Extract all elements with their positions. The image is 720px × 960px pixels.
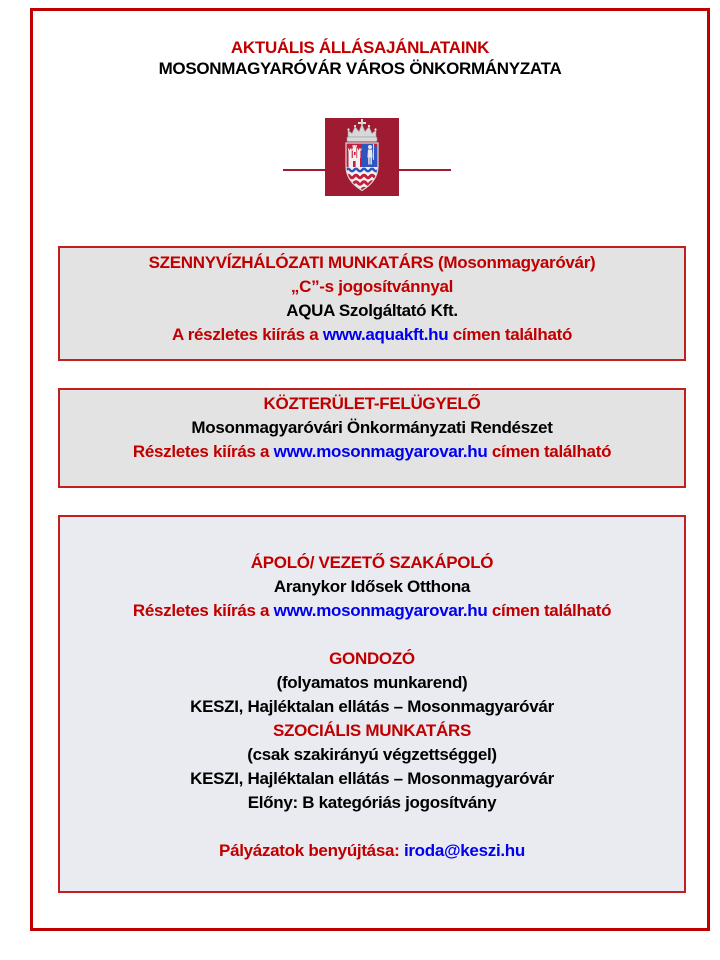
text-segment: KESZI, Hajléktalan ellátás – Mosonmagyaróvár	[190, 769, 554, 788]
page-title: AKTUÁLIS ÁLLÁSAJÁNLATAINK	[230, 38, 490, 57]
link-www.mosonmagyarovar.hu[interactable]: www.mosonmagyarovar.hu	[273, 601, 488, 620]
text-line	[60, 839, 684, 863]
wave-blue	[346, 169, 378, 172]
wave-red-1	[346, 175, 378, 178]
job-box-kozterulet	[58, 388, 686, 488]
text-line	[60, 275, 684, 299]
text-segment: Aranykor Idősek Otthona	[273, 577, 471, 596]
text-segment: KESZI, Hajléktalan ellátás – Mosonmagyaróvár	[190, 697, 554, 716]
text-segment: címen található	[448, 325, 573, 344]
text-line	[60, 575, 684, 599]
text-line	[60, 440, 684, 464]
text-segment: KÖZTERÜLET-FELÜGYELŐ	[263, 394, 481, 413]
job-box-szocialis	[58, 515, 686, 893]
text-line	[60, 719, 684, 743]
text-segment: ÁPOLÓ/ VEZETŐ SZAKÁPOLÓ	[250, 553, 494, 572]
city-coat-of-arms-logo	[325, 118, 399, 196]
spacer-line	[60, 623, 684, 647]
text-segment: Előny: B kategóriás jogosítvány	[247, 793, 497, 812]
text-segment: Mosonmagyaróvári Önkormányzati Rendészet	[191, 418, 553, 437]
text-segment: (csak szakirányú végzettséggel)	[247, 745, 497, 764]
text-line	[60, 695, 684, 719]
text-segment: SZENNYVÍZHÁLÓZATI MUNKATÁRS (Mosonmagyaróvár)	[148, 253, 596, 272]
text-segment: Részletes kiírás a	[132, 442, 274, 461]
text-line	[60, 299, 684, 323]
page-subtitle: MOSONMAGYARÓVÁR VÁROS ÖNKORMÁNYZATA	[158, 59, 562, 78]
text-segment: AQUA Szolgáltató Kft.	[286, 301, 458, 320]
text-line	[60, 251, 684, 275]
text-line	[60, 767, 684, 791]
text-segment: Pályázatok benyújtása:	[219, 841, 404, 860]
spacer-line	[60, 527, 684, 551]
text-line	[60, 647, 684, 671]
text-line	[60, 791, 684, 815]
spacer-line	[60, 815, 684, 839]
text-line	[60, 671, 684, 695]
text-segment: (folyamatos munkarend)	[276, 673, 468, 692]
text-segment: Részletes kiírás a	[132, 601, 274, 620]
text-line	[60, 551, 684, 575]
text-line	[60, 392, 684, 416]
text-segment: „C”-s jogosítvánnyal	[290, 277, 454, 296]
job-box-aqua	[58, 246, 686, 361]
text-line	[60, 743, 684, 767]
text-line	[60, 599, 684, 623]
text-line	[60, 416, 684, 440]
link-www.mosonmagyarovar.hu[interactable]: www.mosonmagyarovar.hu	[273, 442, 488, 461]
link-www.aquakft.hu[interactable]: www.aquakft.hu	[322, 325, 449, 344]
text-line	[60, 323, 684, 347]
text-segment: címen található	[487, 601, 612, 620]
text-segment: címen található	[487, 442, 612, 461]
text-segment: GONDOZÓ	[329, 649, 415, 668]
text-segment: A részletes kiírás a	[171, 325, 323, 344]
link-iroda@keszi.hu[interactable]: iroda@keszi.hu	[403, 841, 525, 860]
text-segment: SZOCIÁLIS MUNKATÁRS	[273, 721, 471, 740]
